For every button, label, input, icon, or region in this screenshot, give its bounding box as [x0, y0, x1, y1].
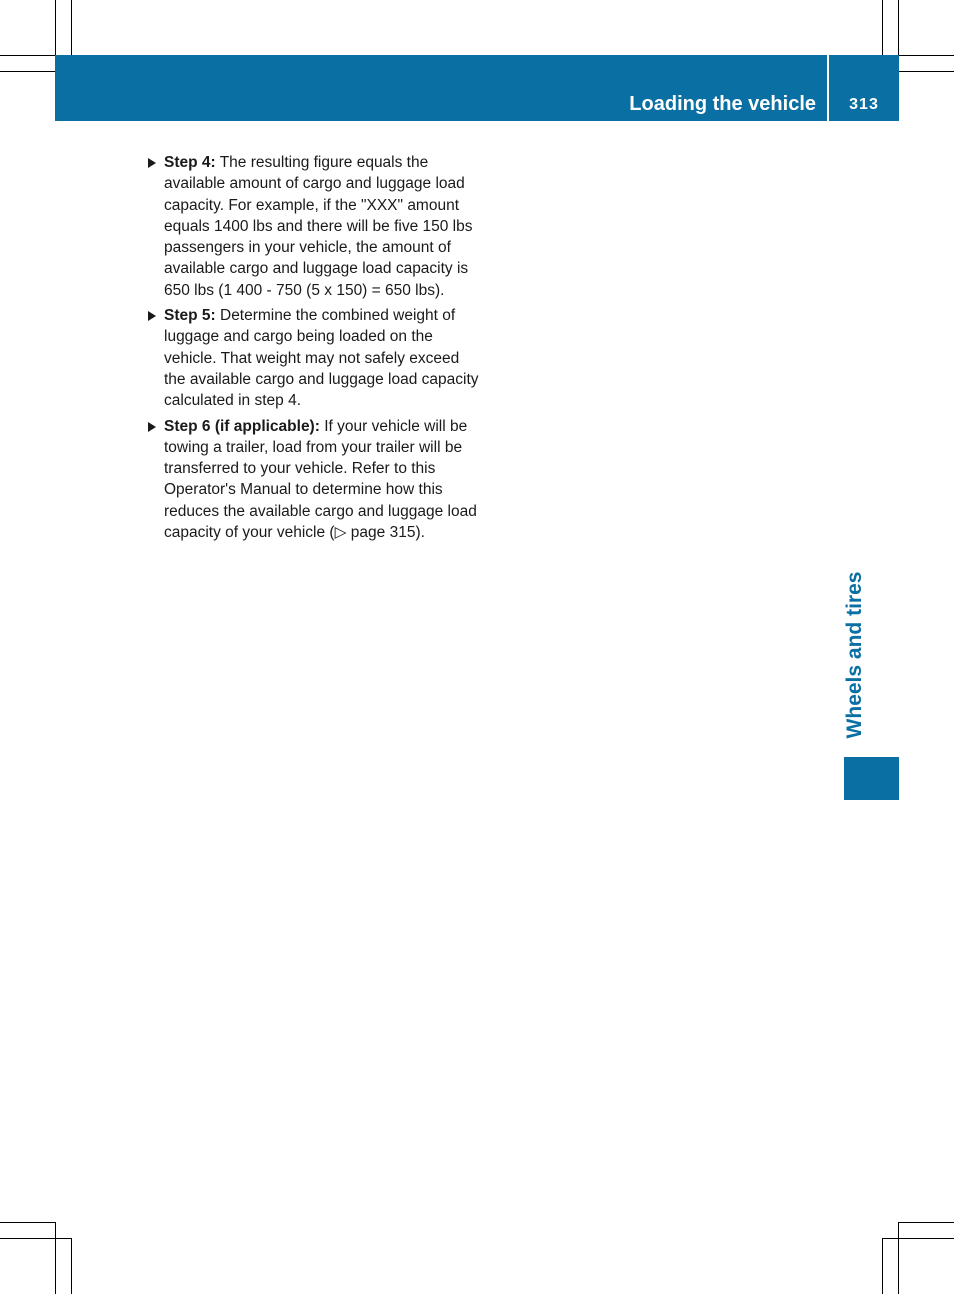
triangle-right-icon	[148, 311, 156, 321]
crop-mark	[898, 1222, 954, 1223]
crop-mark	[898, 71, 954, 72]
step-list	[145, 152, 485, 547]
crop-mark	[71, 0, 72, 56]
step-item	[145, 152, 485, 301]
step-label: Step 4:	[164, 154, 216, 171]
crop-mark	[55, 1222, 56, 1294]
step-item	[145, 305, 485, 411]
chapter-tab	[844, 757, 899, 800]
step-label: Step 6 (if applicable):	[164, 417, 320, 435]
triangle-right-icon	[148, 158, 156, 168]
chapter-label: Wheels and tires	[843, 571, 866, 739]
crop-mark	[882, 1238, 954, 1239]
crop-mark	[0, 1222, 56, 1223]
step-text: Determine the combined weight of luggage and cargo being loaded on the vehicle. That weight may not safely exceed the available cargo and luggage load capacity calculated in step 4.	[164, 307, 479, 410]
crop-mark	[898, 1222, 899, 1294]
crop-mark	[0, 55, 56, 56]
page-number: 313	[849, 96, 879, 113]
crop-mark	[0, 71, 56, 72]
step-item	[145, 416, 485, 544]
crop-mark	[898, 55, 954, 56]
crop-mark	[0, 1238, 72, 1239]
crop-mark	[882, 1238, 883, 1294]
crop-mark	[882, 0, 883, 56]
triangle-right-icon	[148, 422, 156, 432]
section-title: Loading the vehicle	[629, 93, 816, 115]
step-label: Step 5:	[164, 307, 216, 325]
crop-mark	[71, 1238, 72, 1294]
step-text: The resulting figure equals the available amount of cargo and luggage load capacity. For example, if the "XXX" amount equals 1400 lbs and there will be five 150 lbs passengers in your vehicle, the amount of available cargo and luggage load capacity is 650 lbs (1 400 - 750 (5 x 150) = 650 lbs).	[164, 154, 473, 299]
step-text: If your vehicle will be towing a trailer, load from your trailer will be transferred to your vehicle. Refer to this Operator's Manual to determine how this reduces the available cargo and luggage load capacity of your vehicle (▷ page 315).	[164, 417, 477, 542]
